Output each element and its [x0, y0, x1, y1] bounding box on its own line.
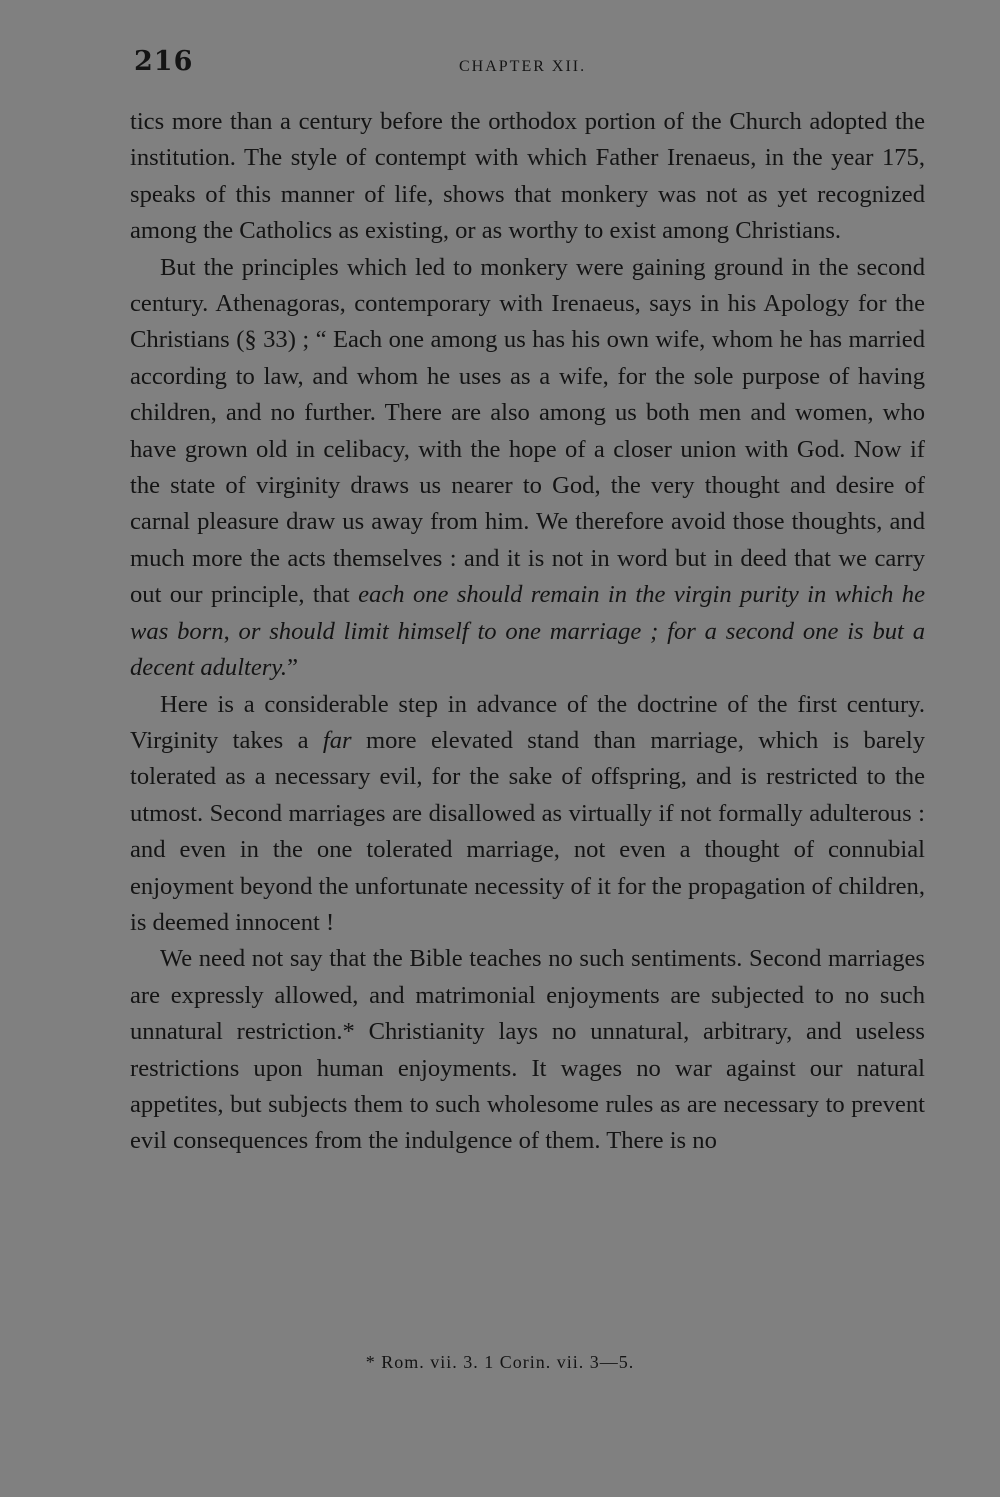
paragraph-2-italic-quote-2: or should limit himself to one marriage ; for a second one is but a decent adultery.: [130, 617, 925, 682]
paragraph-3-text-end: more elevated stand than marriage, which is barely tolerated as a necessary evil, for the sake of offspring, and is restricted to the utmost. Second marriages are disallowed as virtually if not formally adulterous : and even in the one tolerated marriage, not even a thought of connubial enjoyment beyond the unfortunate necessity of it for the propagation of children, is deemed innocent !: [130, 726, 925, 936]
paragraph-2-italic-quote-1: each one should remain in the virgin purity in which he was born: [130, 581, 925, 645]
paragraph-2-closing-quote: ”: [287, 654, 298, 682]
paragraph-2-separator: ,: [223, 617, 239, 645]
page-header: [134, 46, 924, 86]
body-text: [130, 104, 925, 1160]
paragraph-2: [130, 250, 925, 687]
footnote: * Rom. vii. 3. 1 Corin. vii. 3—5.: [365, 1352, 635, 1372]
paragraph-1: tics more than a century before the orthodox portion of the Church adopted the institution. The style of contempt with which Father Irenaeus, in the year 175, speaks of this manner of life, shows that monkery was not as yet recognized among the Catholics as existing, or as worthy to exist among Christians.: [130, 108, 925, 245]
paragraph-3-italic-word: far: [322, 726, 352, 754]
running-head: CHAPTER XII.: [459, 58, 587, 75]
paragraph-3: [130, 687, 925, 942]
paragraph-4: We need not say that the Bible teaches no such sentiments. Second marriages are expressly allowed, and matrimonial enjoyments are subjected to no such unnatural restriction.* Christianity lays no unnatural, arbitrary, and useless restrictions upon human enjoyments. It wages no war against our natural appetites, but subjects them to such wholesome rules as are necessary to prevent evil consequences from the indulgence of them. There is no: [130, 945, 925, 1155]
paragraph-2-text: But the principles which led to monkery were gaining ground in the second century. Athenagoras, contemporary with Irenaeus, says in his Apology for the Christians (§ 33) ; “ Each one among us has his own wife, whom he has married according to law, and whom he uses as a wife, for the sole purpose of having children, and no further. There are also among us both men and women, who have grown old in celibacy, with the hope of a closer union with God. Now if the state of virginity draws us nearer to God, the very thought and desire of carnal pleasure draw us away from him. We therefore avoid those thoughts, and much more the acts themselves : and it is not in word but in deed that we carry out our principle, that: [130, 253, 925, 609]
page-number: 216: [134, 46, 194, 77]
paragraph-3-text-start: Here is a considerable step in advance of the doctrine of the first century. Virginity takes a: [130, 690, 925, 754]
